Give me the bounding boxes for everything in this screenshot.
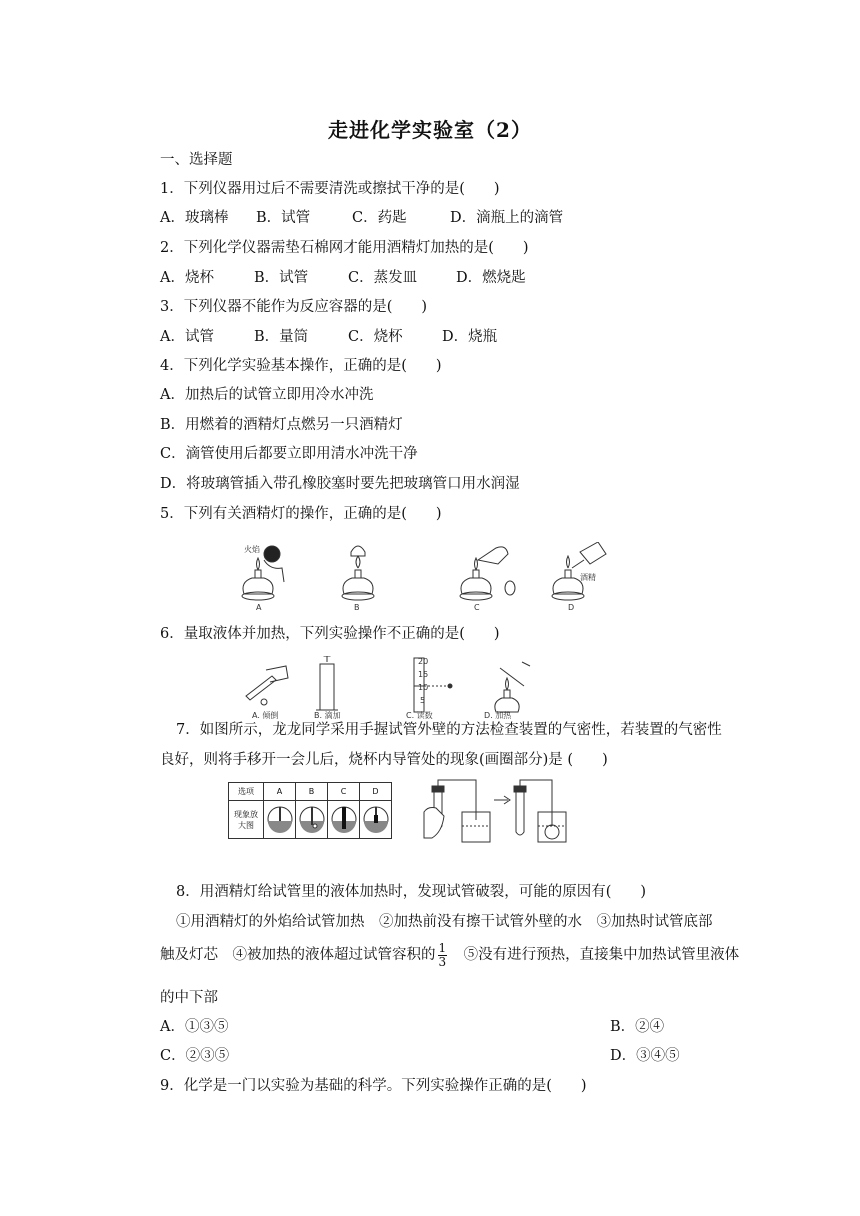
figure-label-b: B. 滴加	[314, 711, 341, 720]
question-4-option-d: D．将玻璃管插入带孔橡胶塞时要先把玻璃管口用水润湿	[160, 476, 520, 492]
flame-label: 火焰	[244, 545, 260, 554]
airtightness-apparatus-figure	[418, 776, 568, 846]
page-title: 走进化学实验室（2）	[328, 118, 532, 142]
question-9-stem: 9．化学是一门以实验为基础的科学。下列实验操作正确的是( )	[160, 1078, 587, 1094]
option: A．玻璃棒	[160, 210, 229, 226]
option: C．蒸发皿	[348, 270, 418, 286]
table-header: C	[328, 783, 360, 801]
option-c-circle	[330, 805, 358, 833]
option-c-cell	[328, 801, 360, 839]
option: D．滴瓶上的滴管	[450, 210, 564, 226]
option-a-cell	[264, 801, 296, 839]
liquid-operations-figure	[236, 656, 536, 720]
figure-label-c: C. 读数	[406, 711, 433, 720]
option: B．量筒	[254, 329, 309, 345]
figure-label-a: A	[256, 603, 262, 612]
fraction-numerator: 1	[438, 940, 447, 955]
option: A．烧杯	[160, 270, 214, 286]
fraction-denominator: 3	[438, 954, 447, 969]
question-8-option-d: D．③④⑤	[610, 1048, 680, 1064]
test-tube-right	[516, 790, 524, 835]
question-4-option-c: C．滴管使用后都要立即用清水冲洗干净	[160, 446, 418, 462]
table-header: 选项	[229, 783, 264, 801]
figure-label-d: D. 加热	[484, 711, 512, 720]
dropping-illustration	[316, 656, 338, 710]
question-3-stem: 3．下列仪器不能作为反应容器的是( )	[160, 299, 428, 315]
lamp-d-illustration	[552, 542, 606, 600]
question-8-statements-line-2	[160, 940, 739, 970]
statement-text: ⑤没有进行预热，直接集中加热试管里液体	[449, 947, 740, 963]
question-7-stem-line-2: 良好，则将手移开一会儿后，烧杯内导管处的现象(画圈部分)是 ( )	[160, 752, 608, 768]
question-5-stem: 5．下列有关酒精灯的操作，正确的是( )	[160, 506, 442, 522]
question-2-options	[160, 268, 526, 288]
option: C．药匙	[352, 210, 407, 226]
option-d-cell	[360, 801, 392, 839]
section-heading: 一、选择题	[160, 152, 233, 168]
scale-tick-5: 5	[420, 696, 426, 705]
scale-tick-15: 15	[418, 670, 429, 679]
heating-illustration	[495, 662, 530, 712]
alcohol-label: 酒精	[580, 573, 596, 582]
question-8-statements-line-1: ①用酒精灯的外焰给试管加热 ②加热前没有擦干试管外壁的水 ③加热时试管底部	[176, 914, 713, 930]
figure-label-a: A. 倾倒	[252, 711, 279, 720]
row-label-line-2: 大图	[238, 820, 254, 830]
question-8-statements-line-3: 的中下部	[160, 990, 218, 1006]
figure-label-b: B	[354, 603, 360, 612]
question-1-options	[160, 208, 563, 228]
statement-text: 触及灯芯 ④被加热的液体超过试管容积的	[160, 947, 436, 963]
option: B．试管	[256, 210, 311, 226]
question-4-stem: 4．下列化学实验基本操作，正确的是( )	[160, 358, 442, 374]
table-row-label	[229, 801, 264, 839]
scale-tick-20: 20	[418, 657, 429, 666]
figure-label-d: D	[568, 603, 575, 612]
table-header: D	[360, 783, 392, 801]
question-4-option-a: A．加热后的试管立即用冷水冲洗	[160, 387, 374, 403]
option: C．烧杯	[348, 329, 403, 345]
question-2-stem: 2．下列化学仪器需垫石棉网才能用酒精灯加热的是( )	[160, 240, 529, 256]
lamp-b-illustration	[342, 546, 374, 600]
question-4-option-b: B．用燃着的酒精灯点燃另一只酒精灯	[160, 417, 403, 433]
scale-tick-10: 10	[418, 683, 429, 692]
figure-label-c: C	[474, 603, 480, 612]
lamp-c-illustration	[460, 547, 515, 600]
question-3-options	[160, 327, 497, 347]
option-b-cell	[296, 801, 328, 839]
option: B．试管	[254, 270, 309, 286]
lamp-a-illustration	[242, 546, 284, 600]
question-1-stem: 1．下列仪器用过后不需要清洗或擦拭干净的是( )	[160, 181, 500, 197]
option-b-circle	[298, 805, 326, 833]
table-header: A	[264, 783, 296, 801]
pouring-illustration	[246, 666, 288, 705]
row-label-line-1: 现象放	[234, 809, 258, 819]
option-a-circle	[266, 805, 294, 833]
question-8-option-a: A．①③⑤	[160, 1019, 229, 1035]
question-8-option-c: C．②③⑤	[160, 1048, 230, 1064]
table-header: B	[296, 783, 328, 801]
question-7-stem-line-1: 7．如图所示，龙龙同学采用手握试管外壁的方法检查装置的气密性，若装置的气密性	[176, 722, 722, 738]
question-8-stem: 8．用酒精灯给试管里的液体加热时，发现试管破裂，可能的原因有( )	[176, 884, 647, 900]
question-6-stem: 6．量取液体并加热，下列实验操作不正确的是( )	[160, 626, 500, 642]
question-7-option-table	[228, 782, 392, 839]
option-d-circle	[362, 805, 390, 833]
one-third-fraction	[438, 942, 448, 969]
question-8-option-b: B．②④	[610, 1019, 665, 1035]
option: D．烧瓶	[442, 329, 498, 345]
option: D．燃烧匙	[456, 270, 526, 286]
option: A．试管	[160, 329, 214, 345]
alcohol-lamp-figure	[230, 542, 610, 614]
